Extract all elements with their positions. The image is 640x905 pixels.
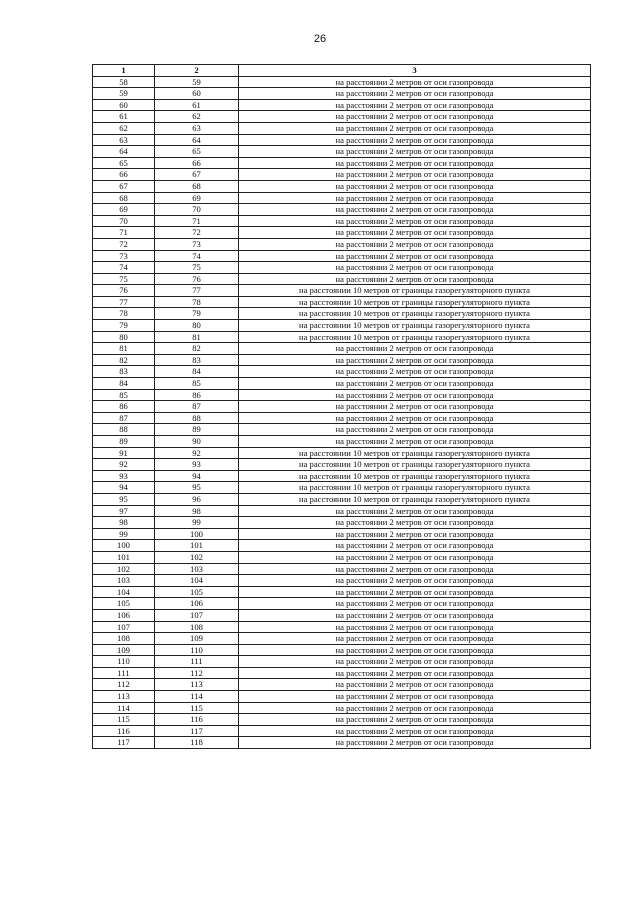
description-cell: на расстоянии 2 метров от оси газопровода (239, 563, 591, 575)
description-cell: на расстоянии 2 метров от оси газопровода (239, 586, 591, 598)
header-col-1: 1 (93, 65, 155, 77)
to-point-cell: 83 (155, 354, 239, 366)
from-point-cell: 102 (93, 563, 155, 575)
to-point-cell: 77 (155, 285, 239, 297)
description-cell: на расстоянии 2 метров от оси газопровода (239, 238, 591, 250)
table-row (93, 586, 591, 598)
to-point-cell: 109 (155, 633, 239, 645)
from-point-cell: 79 (93, 320, 155, 332)
table-row (93, 575, 591, 587)
table-row (93, 192, 591, 204)
from-point-cell: 95 (93, 493, 155, 505)
to-point-cell: 103 (155, 563, 239, 575)
to-point-cell: 65 (155, 146, 239, 158)
to-point-cell: 89 (155, 424, 239, 436)
description-cell: на расстоянии 2 метров от оси газопровода (239, 401, 591, 413)
to-point-cell: 114 (155, 691, 239, 703)
description-cell: на расстоянии 2 метров от оси газопровода (239, 111, 591, 123)
from-point-cell: 87 (93, 412, 155, 424)
to-point-cell: 87 (155, 401, 239, 413)
description-cell: на расстоянии 2 метров от оси газопровода (239, 76, 591, 88)
table-row (93, 366, 591, 378)
description-cell: на расстоянии 2 метров от оси газопровода (239, 262, 591, 274)
table-row (93, 551, 591, 563)
table-row (93, 354, 591, 366)
from-point-cell: 108 (93, 633, 155, 645)
from-point-cell: 94 (93, 482, 155, 494)
to-point-cell: 98 (155, 505, 239, 517)
from-point-cell: 103 (93, 575, 155, 587)
to-point-cell: 67 (155, 169, 239, 181)
description-cell: на расстоянии 2 метров от оси газопровода (239, 609, 591, 621)
to-point-cell: 105 (155, 586, 239, 598)
to-point-cell: 74 (155, 250, 239, 262)
from-point-cell: 68 (93, 192, 155, 204)
from-point-cell: 71 (93, 227, 155, 239)
table-row (93, 273, 591, 285)
description-cell: на расстоянии 2 метров от оси газопровода (239, 204, 591, 216)
from-point-cell: 100 (93, 540, 155, 552)
table-row (93, 482, 591, 494)
table-row (93, 691, 591, 703)
to-point-cell: 100 (155, 528, 239, 540)
table-row (93, 459, 591, 471)
table-row (93, 343, 591, 355)
from-point-cell: 75 (93, 273, 155, 285)
table-row (93, 285, 591, 297)
from-point-cell: 74 (93, 262, 155, 274)
from-point-cell: 77 (93, 296, 155, 308)
table-row (93, 331, 591, 343)
from-point-cell: 117 (93, 737, 155, 749)
to-point-cell: 59 (155, 76, 239, 88)
to-point-cell: 63 (155, 122, 239, 134)
description-cell: на расстоянии 2 метров от оси газопровода (239, 505, 591, 517)
to-point-cell: 84 (155, 366, 239, 378)
to-point-cell: 86 (155, 389, 239, 401)
from-point-cell: 80 (93, 331, 155, 343)
from-point-cell: 111 (93, 667, 155, 679)
to-point-cell: 75 (155, 262, 239, 274)
to-point-cell: 90 (155, 436, 239, 448)
description-cell: на расстоянии 2 метров от оси газопровода (239, 424, 591, 436)
from-point-cell: 110 (93, 656, 155, 668)
table-row (93, 656, 591, 668)
table-row (93, 180, 591, 192)
description-cell: на расстоянии 2 метров от оси газопровода (239, 737, 591, 749)
from-point-cell: 72 (93, 238, 155, 250)
table-row (93, 737, 591, 749)
to-point-cell: 99 (155, 517, 239, 529)
table-row (93, 134, 591, 146)
from-point-cell: 86 (93, 401, 155, 413)
table-row (93, 412, 591, 424)
to-point-cell: 115 (155, 702, 239, 714)
to-point-cell: 62 (155, 111, 239, 123)
description-cell: на расстоянии 2 метров от оси газопровода (239, 366, 591, 378)
to-point-cell: 101 (155, 540, 239, 552)
boundary-table (92, 64, 591, 749)
table-row (93, 725, 591, 737)
description-cell: на расстоянии 2 метров от оси газопровода (239, 88, 591, 100)
table-row (93, 308, 591, 320)
description-cell: на расстоянии 2 метров от оси газопровода (239, 598, 591, 610)
to-point-cell: 66 (155, 157, 239, 169)
from-point-cell: 116 (93, 725, 155, 737)
description-cell: на расстоянии 2 метров от оси газопровода (239, 215, 591, 227)
description-cell: на расстоянии 10 метров от границы газорегуляторного пункта (239, 459, 591, 471)
description-cell: на расстоянии 2 метров от оси газопровода (239, 691, 591, 703)
from-point-cell: 91 (93, 447, 155, 459)
from-point-cell: 63 (93, 134, 155, 146)
from-point-cell: 73 (93, 250, 155, 262)
description-cell: на расстоянии 10 метров от границы газорегуляторного пункта (239, 320, 591, 332)
description-cell: на расстоянии 2 метров от оси газопровода (239, 122, 591, 134)
from-point-cell: 109 (93, 644, 155, 656)
description-cell: на расстоянии 2 метров от оси газопровода (239, 714, 591, 726)
description-cell: на расстоянии 2 метров от оси газопровода (239, 667, 591, 679)
to-point-cell: 64 (155, 134, 239, 146)
from-point-cell: 99 (93, 528, 155, 540)
description-cell: на расстоянии 2 метров от оси газопровода (239, 644, 591, 656)
to-point-cell: 93 (155, 459, 239, 471)
table-body (93, 76, 591, 748)
to-point-cell: 92 (155, 447, 239, 459)
to-point-cell: 78 (155, 296, 239, 308)
to-point-cell: 73 (155, 238, 239, 250)
table-row (93, 714, 591, 726)
to-point-cell: 82 (155, 343, 239, 355)
table-row (93, 609, 591, 621)
to-point-cell: 106 (155, 598, 239, 610)
description-cell: на расстоянии 2 метров от оси газопровода (239, 575, 591, 587)
from-point-cell: 61 (93, 111, 155, 123)
from-point-cell: 67 (93, 180, 155, 192)
from-point-cell: 101 (93, 551, 155, 563)
to-point-cell: 88 (155, 412, 239, 424)
table-row (93, 378, 591, 390)
table-row (93, 262, 591, 274)
description-cell: на расстоянии 2 метров от оси газопровода (239, 192, 591, 204)
table-row (93, 238, 591, 250)
table-row (93, 563, 591, 575)
description-cell: на расстоянии 2 метров от оси газопровода (239, 343, 591, 355)
table-row (93, 389, 591, 401)
to-point-cell: 104 (155, 575, 239, 587)
to-point-cell: 79 (155, 308, 239, 320)
description-cell: на расстоянии 2 метров от оси газопровода (239, 656, 591, 668)
to-point-cell: 94 (155, 470, 239, 482)
table-row (93, 227, 591, 239)
table-row (93, 679, 591, 691)
description-cell: на расстоянии 2 метров от оси газопровода (239, 354, 591, 366)
table-row (93, 470, 591, 482)
from-point-cell: 78 (93, 308, 155, 320)
description-cell: на расстоянии 10 метров от границы газорегуляторного пункта (239, 331, 591, 343)
description-cell: на расстоянии 2 метров от оси газопровода (239, 551, 591, 563)
table-row (93, 436, 591, 448)
from-point-cell: 85 (93, 389, 155, 401)
table-row (93, 644, 591, 656)
description-cell: на расстоянии 2 метров от оси газопровода (239, 679, 591, 691)
to-point-cell: 113 (155, 679, 239, 691)
description-cell: на расстоянии 2 метров от оси газопровода (239, 621, 591, 633)
to-point-cell: 71 (155, 215, 239, 227)
from-point-cell: 81 (93, 343, 155, 355)
description-cell: на расстоянии 2 метров от оси газопровода (239, 180, 591, 192)
table-row (93, 76, 591, 88)
description-cell: на расстоянии 10 метров от границы газорегуляторного пункта (239, 285, 591, 297)
description-cell: на расстоянии 2 метров от оси газопровода (239, 725, 591, 737)
to-point-cell: 76 (155, 273, 239, 285)
to-point-cell: 72 (155, 227, 239, 239)
table-row (93, 111, 591, 123)
table-row (93, 157, 591, 169)
to-point-cell: 111 (155, 656, 239, 668)
from-point-cell: 69 (93, 204, 155, 216)
table-row (93, 702, 591, 714)
from-point-cell: 60 (93, 99, 155, 111)
from-point-cell: 93 (93, 470, 155, 482)
from-point-cell: 112 (93, 679, 155, 691)
table-row (93, 667, 591, 679)
table-row (93, 99, 591, 111)
table-row (93, 146, 591, 158)
to-point-cell: 69 (155, 192, 239, 204)
from-point-cell: 59 (93, 88, 155, 100)
table-row (93, 169, 591, 181)
to-point-cell: 108 (155, 621, 239, 633)
to-point-cell: 81 (155, 331, 239, 343)
from-point-cell: 65 (93, 157, 155, 169)
from-point-cell: 107 (93, 621, 155, 633)
table-row (93, 493, 591, 505)
to-point-cell: 102 (155, 551, 239, 563)
table-row (93, 598, 591, 610)
table-row (93, 296, 591, 308)
table-row (93, 505, 591, 517)
from-point-cell: 104 (93, 586, 155, 598)
from-point-cell: 83 (93, 366, 155, 378)
description-cell: на расстоянии 2 метров от оси газопровода (239, 436, 591, 448)
to-point-cell: 61 (155, 99, 239, 111)
table-header (93, 65, 591, 77)
description-cell: на расстоянии 2 метров от оси газопровода (239, 146, 591, 158)
description-cell: на расстоянии 2 метров от оси газопровода (239, 389, 591, 401)
header-col-3: 3 (239, 65, 591, 77)
from-point-cell: 106 (93, 609, 155, 621)
from-point-cell: 89 (93, 436, 155, 448)
table-row (93, 401, 591, 413)
table-row (93, 320, 591, 332)
description-cell: на расстоянии 2 метров от оси газопровода (239, 273, 591, 285)
from-point-cell: 84 (93, 378, 155, 390)
table-row (93, 122, 591, 134)
to-point-cell: 70 (155, 204, 239, 216)
to-point-cell: 96 (155, 493, 239, 505)
description-cell: на расстоянии 2 метров от оси газопровода (239, 633, 591, 645)
from-point-cell: 105 (93, 598, 155, 610)
table-row (93, 528, 591, 540)
description-cell: на расстоянии 2 метров от оси газопровода (239, 169, 591, 181)
from-point-cell: 82 (93, 354, 155, 366)
from-point-cell: 66 (93, 169, 155, 181)
to-point-cell: 85 (155, 378, 239, 390)
description-cell: на расстоянии 2 метров от оси газопровода (239, 157, 591, 169)
from-point-cell: 97 (93, 505, 155, 517)
to-point-cell: 95 (155, 482, 239, 494)
to-point-cell: 118 (155, 737, 239, 749)
table-row (93, 633, 591, 645)
from-point-cell: 114 (93, 702, 155, 714)
description-cell: на расстоянии 10 метров от границы газорегуляторного пункта (239, 296, 591, 308)
from-point-cell: 113 (93, 691, 155, 703)
from-point-cell: 70 (93, 215, 155, 227)
description-cell: на расстоянии 10 метров от границы газорегуляторного пункта (239, 482, 591, 494)
to-point-cell: 116 (155, 714, 239, 726)
description-cell: на расстоянии 10 метров от границы газорегуляторного пункта (239, 308, 591, 320)
header-row (93, 65, 591, 77)
description-cell: на расстоянии 2 метров от оси газопровода (239, 250, 591, 262)
table-row (93, 215, 591, 227)
table-row (93, 424, 591, 436)
from-point-cell: 62 (93, 122, 155, 134)
from-point-cell: 76 (93, 285, 155, 297)
table-row (93, 250, 591, 262)
from-point-cell: 98 (93, 517, 155, 529)
from-point-cell: 64 (93, 146, 155, 158)
header-col-2: 2 (155, 65, 239, 77)
to-point-cell: 112 (155, 667, 239, 679)
description-cell: на расстоянии 2 метров от оси газопровода (239, 702, 591, 714)
from-point-cell: 92 (93, 459, 155, 471)
description-cell: на расстоянии 10 метров от границы газорегуляторного пункта (239, 493, 591, 505)
description-cell: на расстоянии 2 метров от оси газопровода (239, 540, 591, 552)
to-point-cell: 107 (155, 609, 239, 621)
to-point-cell: 68 (155, 180, 239, 192)
table-row (93, 447, 591, 459)
table-row (93, 88, 591, 100)
description-cell: на расстоянии 2 метров от оси газопровода (239, 412, 591, 424)
table-row (93, 621, 591, 633)
from-point-cell: 88 (93, 424, 155, 436)
table-row (93, 517, 591, 529)
page-number: 26 (313, 33, 327, 45)
description-cell: на расстоянии 2 метров от оси газопровода (239, 528, 591, 540)
description-cell: на расстоянии 10 метров от границы газорегуляторного пункта (239, 447, 591, 459)
to-point-cell: 80 (155, 320, 239, 332)
description-cell: на расстоянии 2 метров от оси газопровода (239, 227, 591, 239)
description-cell: на расстоянии 2 метров от оси газопровода (239, 517, 591, 529)
to-point-cell: 60 (155, 88, 239, 100)
to-point-cell: 110 (155, 644, 239, 656)
table-row (93, 540, 591, 552)
from-point-cell: 58 (93, 76, 155, 88)
description-cell: на расстоянии 2 метров от оси газопровода (239, 134, 591, 146)
to-point-cell: 117 (155, 725, 239, 737)
description-cell: на расстоянии 10 метров от границы газорегуляторного пункта (239, 470, 591, 482)
from-point-cell: 115 (93, 714, 155, 726)
description-cell: на расстоянии 2 метров от оси газопровода (239, 99, 591, 111)
table-row (93, 204, 591, 216)
description-cell: на расстоянии 2 метров от оси газопровода (239, 378, 591, 390)
